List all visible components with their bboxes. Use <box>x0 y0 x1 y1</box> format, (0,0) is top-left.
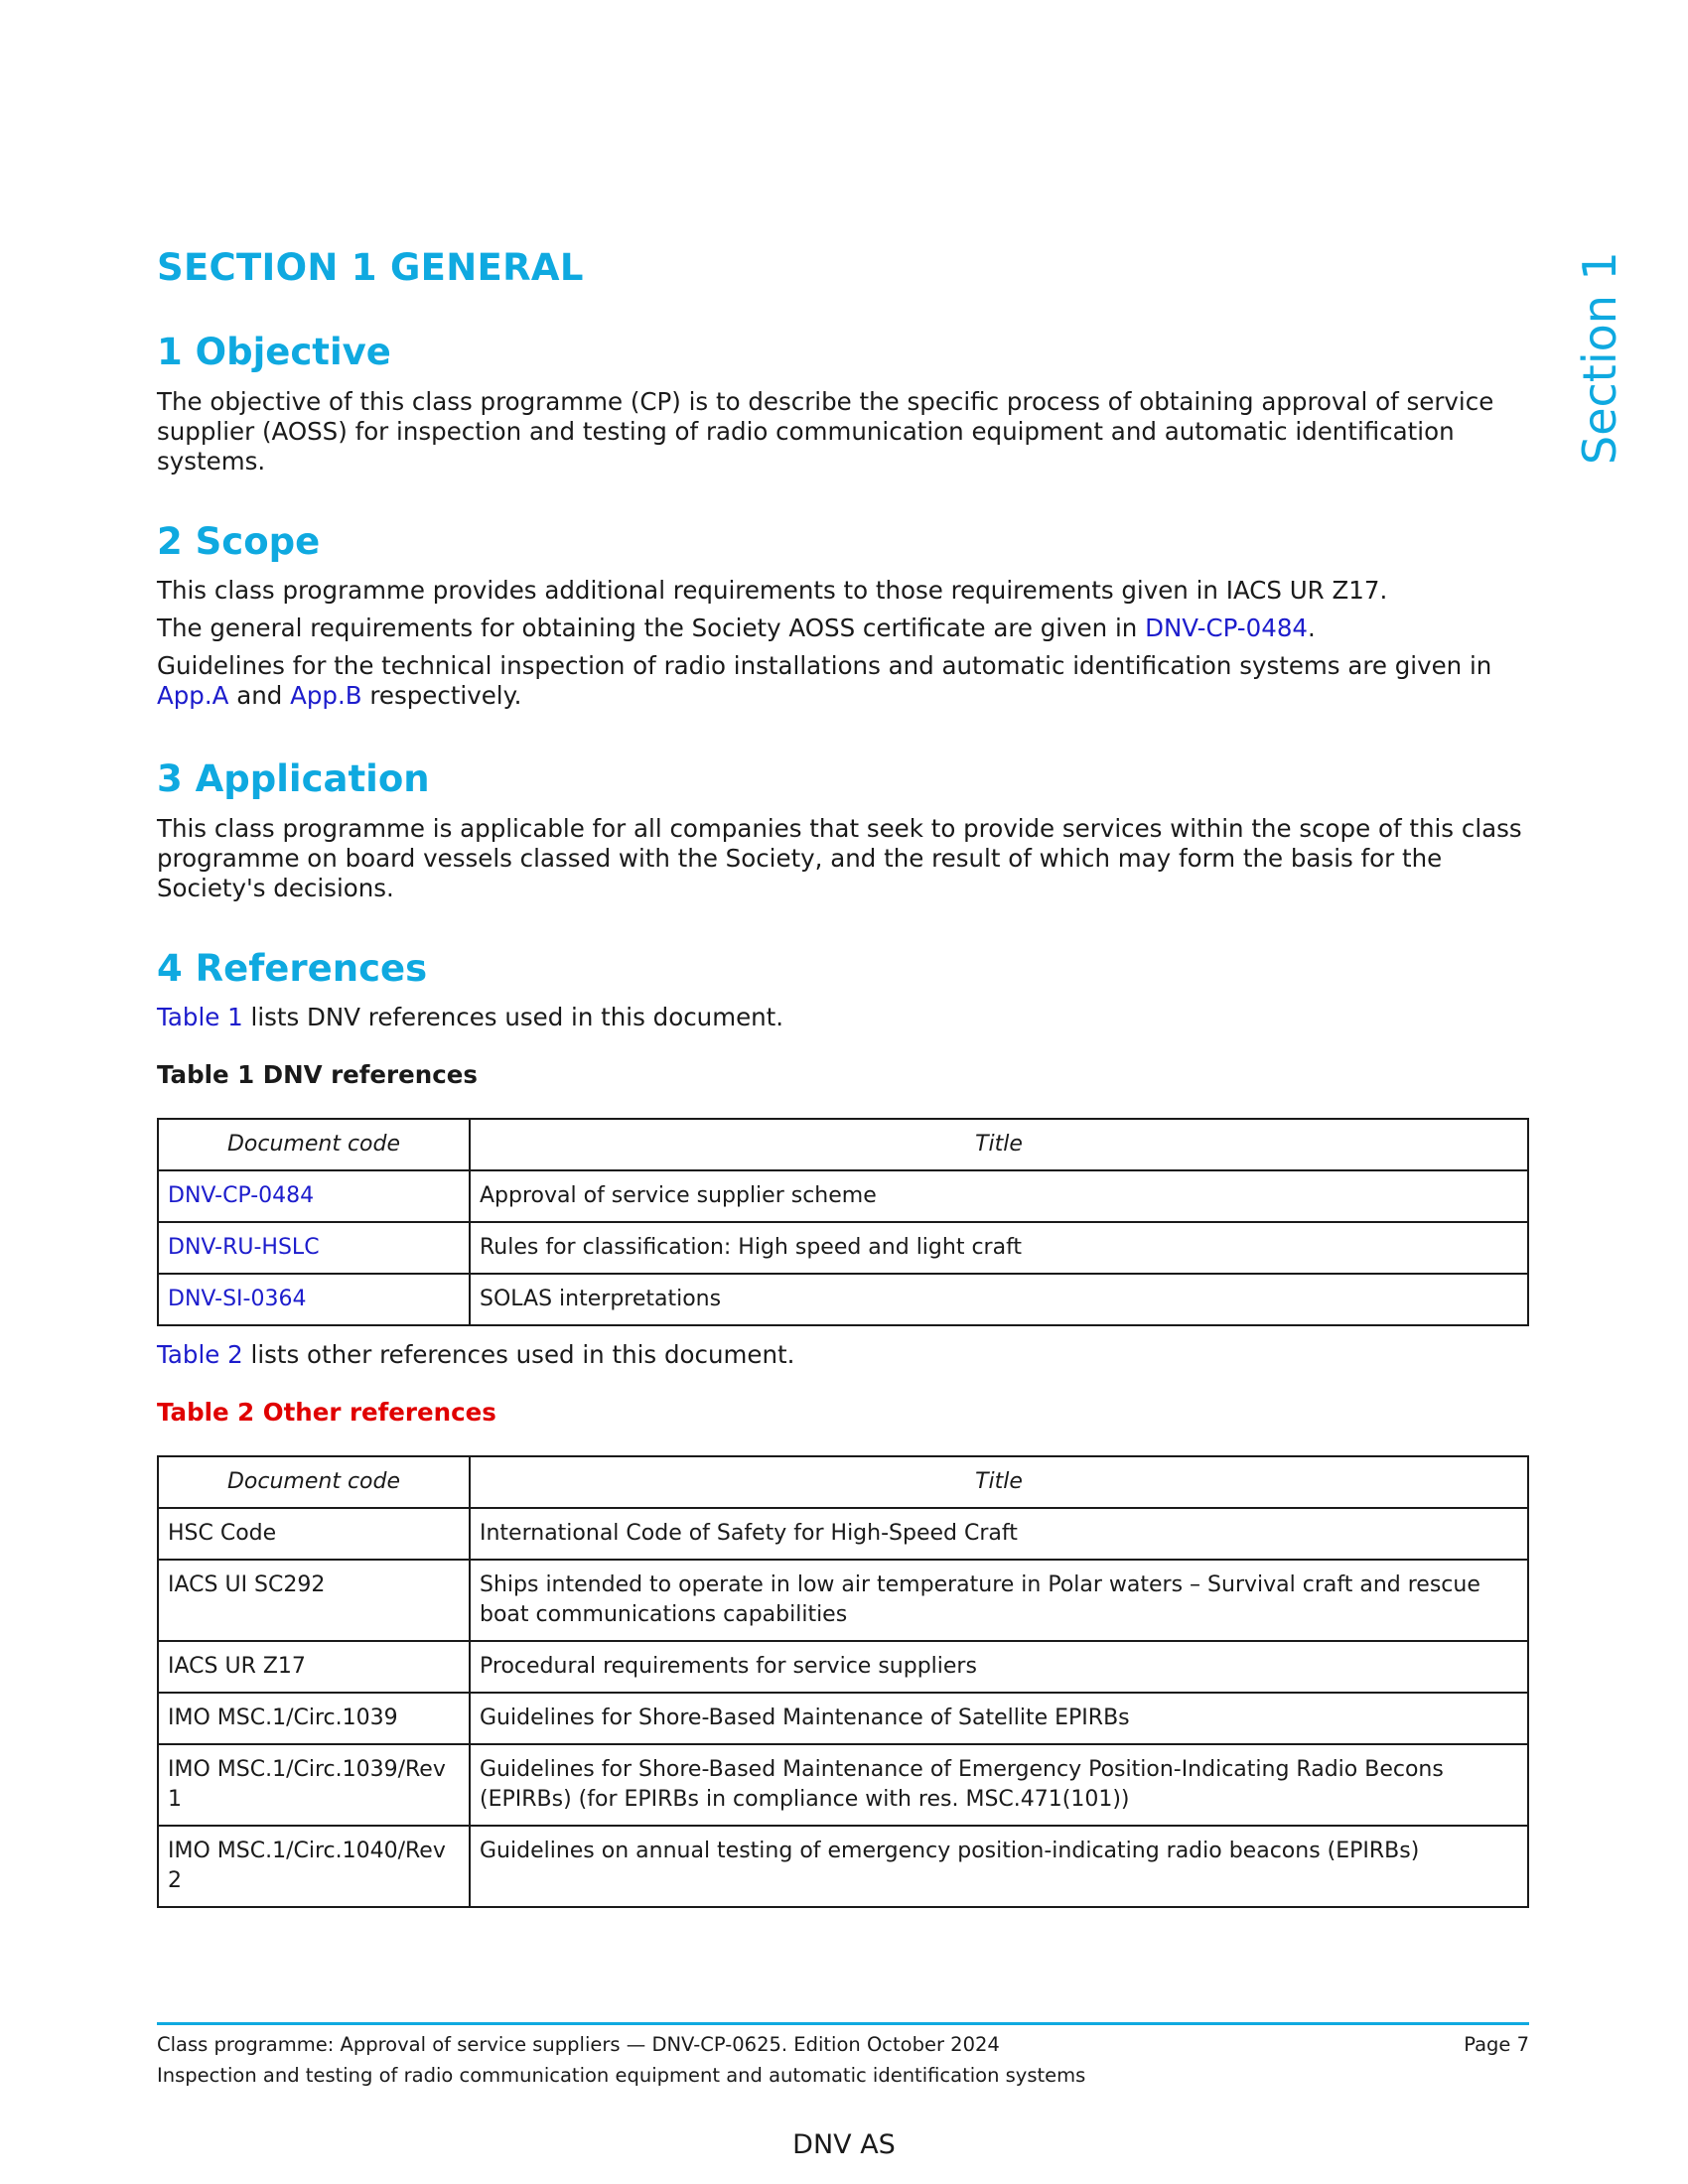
table-2-caption: Table 2 Other references <box>157 1398 496 1427</box>
link-reference-code[interactable]: DNV-CP-0484 <box>168 1183 315 1208</box>
column-header-document-code: Document code <box>158 1456 470 1508</box>
cell-code: IMO MSC.1/Circ.1039 <box>158 1693 470 1744</box>
footer-document-subtitle: Inspection and testing of radio communication equipment and automatic identification systems <box>157 2064 1086 2087</box>
table-row <box>158 1826 1528 1907</box>
table-row <box>158 1274 1528 1325</box>
references-intro-1 <box>157 1003 1529 1032</box>
references-heading: 4 References <box>157 947 428 990</box>
scope-p3-mid: and <box>228 681 291 710</box>
table-2 <box>157 1455 1529 1908</box>
cell-code: HSC Code <box>158 1508 470 1560</box>
table-row <box>158 1222 1528 1274</box>
cell-code <box>158 1170 470 1222</box>
cell-title: Guidelines on annual testing of emergency position-indicating radio beacons (EPIRBs) <box>470 1826 1528 1907</box>
cell-code: IACS UR Z17 <box>158 1641 470 1693</box>
table-header-row <box>158 1456 1528 1508</box>
cell-title: Approval of service supplier scheme <box>470 1170 1528 1222</box>
column-header-title: Title <box>470 1456 1528 1508</box>
cell-code: IMO MSC.1/Circ.1039/Rev 1 <box>158 1744 470 1826</box>
scope-p3-text: Guidelines for the technical inspection of radio installations and automatic identification systems are given in <box>157 651 1492 680</box>
footer-company: DNV AS <box>792 2129 896 2160</box>
scope-paragraph-3 <box>157 651 1529 711</box>
link-reference-code[interactable]: DNV-RU-HSLC <box>168 1235 320 1260</box>
link-dnv-cp-0484[interactable]: DNV-CP-0484 <box>1145 614 1309 642</box>
application-heading: 3 Application <box>157 757 430 800</box>
table-row <box>158 1560 1528 1641</box>
scope-p2-end: . <box>1308 614 1316 642</box>
table-1-caption: Table 1 DNV references <box>157 1060 478 1089</box>
section-heading: SECTION 1 GENERAL <box>157 246 584 289</box>
application-text: This class programme is applicable for all companies that seek to provide services within the scope of this class programme on board vessels classed with the Society, and the result of which may form the basis for the Society's decisions. <box>157 814 1522 902</box>
cell-title: Ships intended to operate in low air temperature in Polar waters – Survival craft and rescue boat communications capabilities <box>470 1560 1528 1641</box>
cell-title: Guidelines for Shore-Based Maintenance of Satellite EPIRBs <box>470 1693 1528 1744</box>
link-reference-code[interactable]: DNV-SI-0364 <box>168 1287 307 1311</box>
references-intro-2-text: lists other references used in this document. <box>242 1340 795 1369</box>
table-row <box>158 1693 1528 1744</box>
column-header-document-code: Document code <box>158 1119 470 1170</box>
scope-p3-end: respectively. <box>361 681 522 710</box>
footer-page-number: Page 7 <box>1464 2033 1529 2056</box>
table-header-row <box>158 1119 1528 1170</box>
link-table-2[interactable]: Table 2 <box>157 1340 243 1369</box>
table-row <box>158 1170 1528 1222</box>
side-section-label <box>1573 251 1636 465</box>
cell-code: IACS UI SC292 <box>158 1560 470 1641</box>
scope-paragraph-1: This class programme provides additional requirements to those requirements given in IACS UR Z17. <box>157 576 1388 605</box>
table-row <box>158 1744 1528 1826</box>
link-app-a[interactable]: App.A <box>157 681 229 710</box>
scope-heading: 2 Scope <box>157 520 321 563</box>
scope-p2-text: The general requirements for obtaining the Society AOSS certificate are given in <box>157 614 1146 642</box>
cell-code <box>158 1274 470 1325</box>
cell-title: International Code of Safety for High-Speed Craft <box>470 1508 1528 1560</box>
objective-text: The objective of this class programme (CP) is to describe the specific process of obtaining approval of service supplier (AOSS) for inspection and testing of radio communication equipment and automatic identification systems. <box>157 387 1494 476</box>
side-section-label-text: Section 1 <box>1573 251 1626 465</box>
scope-paragraph-2 <box>157 614 1529 643</box>
footer-document-title: Class programme: Approval of service suppliers — DNV-CP-0625. Edition October 2024 <box>157 2033 1000 2056</box>
references-intro-1-text: lists DNV references used in this document. <box>242 1003 784 1031</box>
cell-title: Rules for classification: High speed and light craft <box>470 1222 1528 1274</box>
cell-code: IMO MSC.1/Circ.1040/Rev 2 <box>158 1826 470 1907</box>
cell-title: SOLAS interpretations <box>470 1274 1528 1325</box>
table-row <box>158 1508 1528 1560</box>
objective-heading: 1 Objective <box>157 331 391 373</box>
footer-divider <box>157 2022 1529 2025</box>
table-row <box>158 1641 1528 1693</box>
link-table-1[interactable]: Table 1 <box>157 1003 243 1031</box>
cell-title: Guidelines for Shore-Based Maintenance of Emergency Position-Indicating Radio Becons (EPIRBs) (for EPIRBs in compliance with res. MSC.471(101)) <box>470 1744 1528 1826</box>
link-app-b[interactable]: App.B <box>290 681 362 710</box>
table-1 <box>157 1118 1529 1326</box>
references-intro-2 <box>157 1340 1529 1370</box>
cell-title: Procedural requirements for service suppliers <box>470 1641 1528 1693</box>
column-header-title: Title <box>470 1119 1528 1170</box>
cell-code <box>158 1222 470 1274</box>
